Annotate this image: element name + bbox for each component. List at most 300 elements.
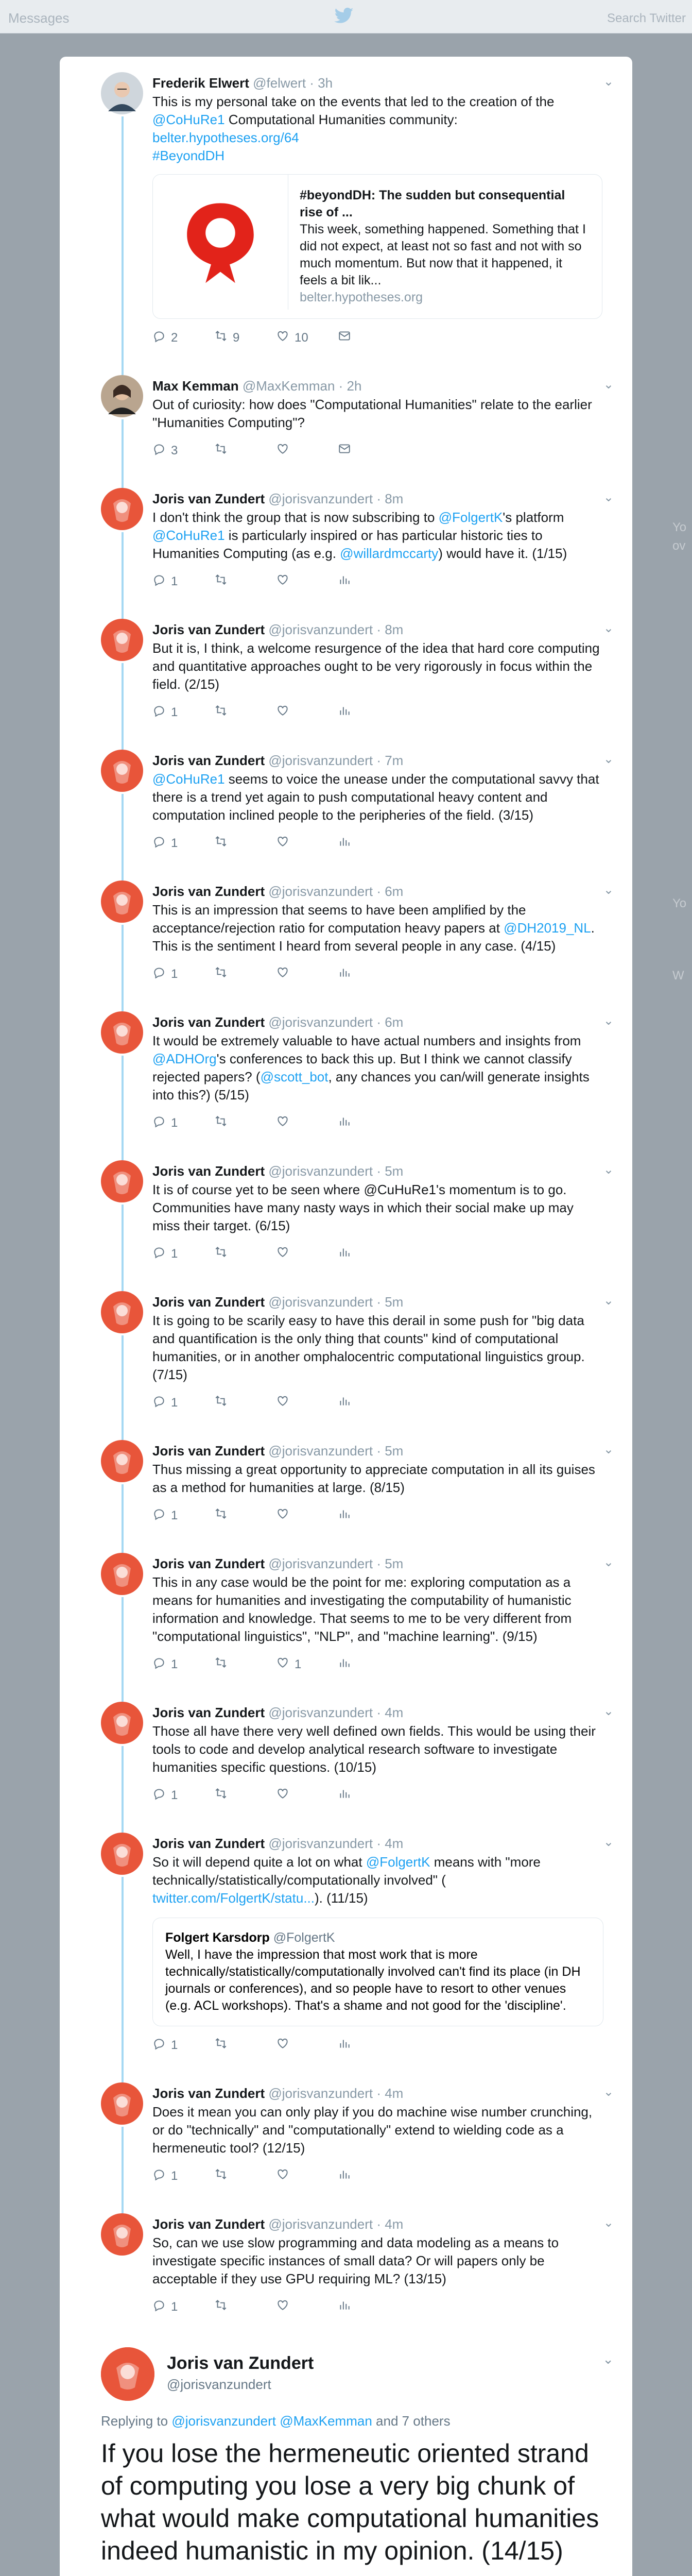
reply-icon bbox=[152, 2037, 166, 2054]
tweet-actions bbox=[152, 2167, 601, 2198]
like-button[interactable] bbox=[276, 1245, 338, 1262]
chevron-down-icon[interactable]: ⌄ bbox=[602, 2351, 614, 2367]
tweet-text bbox=[152, 770, 601, 824]
thread-connector bbox=[122, 1484, 124, 1537]
thread-connector bbox=[122, 1276, 124, 1291]
reply-button[interactable] bbox=[152, 329, 214, 346]
tweet-link[interactable]: @scott_bot bbox=[260, 1069, 328, 1084]
analytics-icon bbox=[338, 1245, 351, 1262]
retweet-icon bbox=[214, 2298, 228, 2315]
reply-icon bbox=[152, 1114, 166, 1131]
heart-icon bbox=[276, 573, 289, 590]
retweet-button[interactable] bbox=[214, 1507, 276, 1524]
quoted-author-name: Folgert Karsdorp bbox=[165, 1930, 270, 1945]
heart-icon bbox=[276, 965, 289, 982]
heart-icon bbox=[276, 1394, 289, 1411]
tweet-author-name[interactable]: Joris van Zundert bbox=[152, 1294, 265, 1310]
thread-container bbox=[60, 57, 632, 2329]
card-title: #beyondDH: The sudden but consequential rise of ... bbox=[300, 188, 565, 219]
direct-message-button[interactable] bbox=[338, 442, 400, 459]
reply-button[interactable] bbox=[152, 835, 214, 852]
retweet-button[interactable] bbox=[214, 2037, 276, 2054]
avatar[interactable] bbox=[101, 2082, 143, 2125]
tweet-author-name[interactable]: Joris van Zundert bbox=[152, 1705, 265, 1720]
thread-connector bbox=[122, 1597, 124, 1686]
retweet-button[interactable] bbox=[214, 1656, 276, 1673]
tweet-item[interactable] bbox=[60, 1817, 632, 2067]
tweet-actions bbox=[152, 1114, 601, 1145]
tweet-item[interactable] bbox=[60, 1686, 632, 1817]
tweet-time[interactable]: · 7m bbox=[376, 753, 404, 768]
thread-connector bbox=[122, 116, 124, 360]
tweet-time[interactable]: · 4m bbox=[376, 2216, 404, 2232]
replying-prefix: Replying to bbox=[101, 2413, 172, 2429]
tweet-author-name[interactable]: Joris van Zundert bbox=[152, 1014, 265, 1030]
focused-tweet bbox=[60, 2329, 632, 2576]
retweet-button[interactable] bbox=[214, 2167, 276, 2184]
tweet-text-part: , any chances you can/will generate insights into this?) (5/15) bbox=[152, 1069, 593, 1103]
twitter-bird-icon[interactable] bbox=[334, 7, 354, 27]
retweet-button[interactable] bbox=[214, 442, 276, 459]
avatar[interactable] bbox=[101, 2213, 143, 2256]
reply-button[interactable] bbox=[152, 965, 214, 982]
tweet-time[interactable]: · 8m bbox=[376, 491, 404, 506]
tweet-time[interactable]: · 4m bbox=[376, 1836, 404, 1851]
direct-message-button[interactable] bbox=[338, 329, 400, 346]
analytics-button[interactable] bbox=[338, 1787, 400, 1804]
tweet-text-part: So it will depend quite a lot on what bbox=[152, 1854, 366, 1870]
tweet-link[interactable]: @ADHOrg bbox=[152, 1051, 217, 1066]
reply-button[interactable] bbox=[152, 1394, 214, 1411]
tweet-link[interactable]: @FolgertK bbox=[438, 510, 503, 525]
reply-icon bbox=[152, 2298, 166, 2315]
tweet-author-handle[interactable]: @MaxKemman bbox=[238, 378, 339, 394]
analytics-button[interactable] bbox=[338, 1507, 400, 1524]
link-card[interactable] bbox=[152, 174, 602, 319]
chevron-down-icon[interactable]: ⌄ bbox=[603, 1555, 614, 1569]
background-fragment: Yo bbox=[672, 520, 687, 534]
tweet-text-part: It is going to be scarily easy to have this derail in some push for "big data and quantification is the only thing that counts" kind of computational humanities, or in another omphalocentric computational linguistics group. (7/15) bbox=[152, 1313, 589, 1382]
like-button[interactable] bbox=[276, 2298, 338, 2315]
thread-connector bbox=[122, 1145, 124, 1160]
tweet-author-handle[interactable]: @jorisvanzundert bbox=[265, 1836, 377, 1851]
retweet-button[interactable] bbox=[214, 573, 276, 590]
heart-icon bbox=[276, 704, 289, 721]
tweet-item[interactable] bbox=[60, 1425, 632, 1537]
tweet-author-handle[interactable]: @jorisvanzundert bbox=[265, 1556, 377, 1571]
tweet-text bbox=[152, 509, 601, 563]
tweet-header bbox=[152, 603, 601, 638]
avatar[interactable] bbox=[101, 1160, 143, 1202]
tweet-actions bbox=[152, 2298, 601, 2329]
tweet-author-name[interactable]: Joris van Zundert bbox=[152, 884, 265, 899]
tweet-time[interactable]: · 2h bbox=[338, 378, 362, 394]
avatar[interactable] bbox=[101, 1833, 143, 1875]
chevron-down-icon[interactable]: ⌄ bbox=[603, 490, 614, 504]
tweet-link[interactable]: twitter.com/FolgertK/statu... bbox=[152, 1890, 315, 1906]
tweet-actions bbox=[152, 1507, 601, 1537]
tweet-header bbox=[152, 1686, 601, 1721]
tweet-text-part: ) would have it. (1/15) bbox=[438, 546, 567, 561]
tweet-time[interactable]: · 4m bbox=[376, 2086, 404, 2101]
tweet-time[interactable]: · 3h bbox=[309, 75, 333, 91]
analytics-button[interactable] bbox=[338, 704, 400, 721]
chevron-down-icon[interactable]: ⌄ bbox=[603, 75, 614, 89]
tweet-item[interactable] bbox=[60, 57, 632, 360]
tweet-author-name[interactable]: Joris van Zundert bbox=[167, 2353, 314, 2373]
quoted-tweet-text: Well, I have the impression that most work that is more technically/statistically/computationally involved can't find its place (in DH journals or conferences), and so people have to resort to other venues (e.g. ACL workshops). That's a shame and not good for the 'discipline'. bbox=[165, 1947, 581, 2013]
reply-count: 1 bbox=[171, 574, 178, 588]
tweet-text-part: means with "more technically/statistically/computationally involved" ( bbox=[152, 1854, 545, 1888]
tweet-time[interactable]: · 5m bbox=[376, 1556, 404, 1571]
tweet-author-name[interactable]: Joris van Zundert bbox=[152, 1443, 265, 1459]
tweet-text-part: . This is the sentiment I heard from several people in any case. (4/15) bbox=[152, 920, 598, 954]
reply-button[interactable] bbox=[152, 2167, 214, 2184]
thread-connector bbox=[122, 360, 124, 375]
retweet-icon bbox=[214, 2037, 228, 2054]
reply-count: 2 bbox=[171, 330, 178, 345]
tweet-item[interactable] bbox=[60, 734, 632, 865]
retweet-button[interactable] bbox=[214, 1114, 276, 1131]
envelope-icon bbox=[338, 442, 351, 459]
tweet-author-name[interactable]: Joris van Zundert bbox=[152, 491, 265, 506]
search-twitter-field[interactable]: Search Twitter bbox=[607, 11, 686, 25]
avatar[interactable] bbox=[101, 1553, 143, 1595]
reply-count: 1 bbox=[171, 1395, 178, 1410]
avatar[interactable] bbox=[101, 2347, 154, 2401]
tweet-link[interactable]: @DH2019_NL bbox=[504, 920, 591, 936]
like-button[interactable] bbox=[276, 1656, 338, 1673]
tweet-author-handle[interactable]: @jorisvanzundert bbox=[265, 2086, 377, 2101]
quoted-author-handle: @FolgertK bbox=[273, 1930, 335, 1945]
analytics-button[interactable] bbox=[338, 1114, 400, 1131]
analytics-button[interactable] bbox=[338, 2037, 400, 2054]
tweet-author-handle[interactable]: @jorisvanzundert bbox=[265, 491, 377, 506]
reply-count: 3 bbox=[171, 443, 178, 457]
reply-count: 1 bbox=[171, 1246, 178, 1261]
reply-button[interactable] bbox=[152, 1507, 214, 1524]
tweet-item[interactable] bbox=[60, 1145, 632, 1276]
tweet-header bbox=[152, 57, 601, 92]
tweet-author-name[interactable]: Frederik Elwert bbox=[152, 75, 249, 91]
heart-icon bbox=[276, 2167, 289, 2184]
thread-connector bbox=[122, 734, 124, 750]
tweet-link[interactable]: belter.hypotheses.org/64 bbox=[152, 130, 299, 145]
like-button[interactable] bbox=[276, 329, 338, 346]
tweet-author-handle[interactable]: @jorisvanzundert bbox=[265, 1163, 377, 1179]
analytics-button[interactable] bbox=[338, 2167, 400, 2184]
messages-link[interactable]: Messages bbox=[8, 10, 70, 26]
reply-icon bbox=[152, 1394, 166, 1411]
tweet-text bbox=[152, 1181, 601, 1235]
retweet-icon bbox=[214, 2167, 228, 2184]
analytics-icon bbox=[338, 573, 351, 590]
reply-count: 1 bbox=[171, 2299, 178, 2314]
tweet-author-handle[interactable]: @jorisvanzundert bbox=[265, 1014, 377, 1030]
replying-to bbox=[101, 2413, 601, 2429]
tweet-text-part: 's conferences to back this up. But I think we cannot classify rejected papers? ( bbox=[152, 1051, 576, 1084]
tweet-author-name[interactable]: Joris van Zundert bbox=[152, 1163, 265, 1179]
top-nav-bar bbox=[0, 0, 692, 33]
tweet-header bbox=[152, 2067, 601, 2102]
analytics-icon bbox=[338, 2167, 351, 2184]
tweet-item[interactable] bbox=[60, 1276, 632, 1425]
like-button[interactable] bbox=[276, 2037, 338, 2054]
card-image bbox=[153, 175, 288, 310]
analytics-button[interactable] bbox=[338, 573, 400, 590]
tweet-link[interactable]: #BeyondDH bbox=[152, 148, 225, 163]
reply-count: 1 bbox=[171, 705, 178, 719]
retweet-icon bbox=[214, 442, 228, 459]
thread-connector bbox=[122, 925, 124, 996]
reply-icon bbox=[152, 442, 166, 459]
quoted-tweet[interactable] bbox=[152, 1918, 603, 2026]
retweet-button[interactable] bbox=[214, 1787, 276, 1804]
like-button[interactable] bbox=[276, 1114, 338, 1131]
tweet-header bbox=[152, 472, 601, 507]
tweet-author-handle[interactable]: @felwert bbox=[249, 75, 310, 91]
tweet-link[interactable]: @CoHuRe1 bbox=[152, 112, 225, 127]
retweet-button[interactable] bbox=[214, 965, 276, 982]
tweet-author-handle[interactable]: @jorisvanzundert bbox=[167, 2377, 271, 2392]
analytics-button[interactable] bbox=[338, 1394, 400, 1411]
tweet-text bbox=[152, 2234, 601, 2288]
tweet-actions bbox=[152, 2037, 601, 2067]
thread-connector bbox=[122, 1537, 124, 1553]
tweet-header bbox=[152, 1425, 601, 1460]
analytics-button[interactable] bbox=[338, 1656, 400, 1673]
chevron-down-icon[interactable]: ⌄ bbox=[603, 1704, 614, 1718]
avatar[interactable] bbox=[101, 1011, 143, 1054]
heart-icon bbox=[276, 1114, 289, 1131]
reply-count: 1 bbox=[171, 836, 178, 850]
tweet-actions bbox=[152, 573, 601, 603]
thread-connector bbox=[122, 663, 124, 734]
tweet-text bbox=[152, 93, 601, 165]
tweet-item[interactable] bbox=[60, 603, 632, 734]
avatar[interactable] bbox=[101, 72, 143, 114]
tweet-header bbox=[152, 360, 601, 395]
avatar[interactable] bbox=[101, 1702, 143, 1744]
like-count: 10 bbox=[295, 330, 308, 345]
thread-connector bbox=[122, 532, 124, 603]
avatar[interactable] bbox=[101, 619, 143, 661]
tweet-item[interactable] bbox=[60, 865, 632, 996]
chevron-down-icon[interactable]: ⌄ bbox=[603, 1443, 614, 1456]
like-button[interactable] bbox=[276, 573, 338, 590]
tweet-actions bbox=[152, 1656, 601, 1686]
tweet-author-handle[interactable]: @jorisvanzundert bbox=[265, 2216, 377, 2232]
retweet-button[interactable] bbox=[214, 704, 276, 721]
tweet-author-handle[interactable]: @jorisvanzundert bbox=[265, 1705, 377, 1720]
heart-icon bbox=[276, 1656, 289, 1673]
reply-button[interactable] bbox=[152, 1114, 214, 1131]
retweet-icon bbox=[214, 1114, 228, 1131]
reply-icon bbox=[152, 329, 166, 346]
tweet-author-handle[interactable]: @jorisvanzundert bbox=[265, 884, 377, 899]
tweet-item[interactable] bbox=[60, 2198, 632, 2329]
tweet-link[interactable]: @CoHuRe1 bbox=[152, 771, 225, 787]
tweet-author-handle[interactable]: @jorisvanzundert bbox=[265, 622, 377, 637]
chevron-down-icon[interactable]: ⌄ bbox=[603, 752, 614, 766]
tweet-link[interactable]: @CoHuRe1 bbox=[152, 528, 225, 543]
retweet-button[interactable] bbox=[214, 1394, 276, 1411]
thread-connector bbox=[122, 794, 124, 865]
like-button[interactable] bbox=[276, 1394, 338, 1411]
tweet-text-part: is particularly inspired or has particular historic ties to Humanities Computing (as e.g. bbox=[152, 528, 546, 561]
chevron-down-icon[interactable]: ⌄ bbox=[603, 1294, 614, 1308]
card-text bbox=[288, 175, 602, 318]
tweet-time[interactable]: · 8m bbox=[376, 622, 404, 637]
tweet-text: If you lose the hermeneutic oriented strand of computing you lose a very big chunk of what would make computational humanities indeed humanistic in my opinion. (14/15) bbox=[101, 2439, 599, 2565]
like-button[interactable] bbox=[276, 1507, 338, 1524]
avatar[interactable] bbox=[101, 880, 143, 923]
chevron-down-icon[interactable]: ⌄ bbox=[603, 621, 614, 635]
tweet-item[interactable] bbox=[60, 472, 632, 603]
reply-icon bbox=[152, 835, 166, 852]
tweet-text-part: It would be extremely valuable to have actual numbers and insights from bbox=[152, 1033, 585, 1048]
replying-links[interactable]: @jorisvanzundert @MaxKemman bbox=[171, 2413, 372, 2429]
like-button[interactable] bbox=[276, 965, 338, 982]
reply-button[interactable] bbox=[152, 1787, 214, 1804]
thread-connector bbox=[122, 996, 124, 1011]
tweet-text bbox=[152, 396, 601, 432]
tweet-text-part: Out of curiosity: how does "Computational Humanities" relate to the earlier "Humanities Computing"? bbox=[152, 397, 596, 430]
like-button[interactable] bbox=[276, 835, 338, 852]
tweet-author-name[interactable]: Joris van Zundert bbox=[152, 622, 265, 637]
tweet-author-handle[interactable]: @jorisvanzundert bbox=[265, 1294, 377, 1310]
heart-icon bbox=[276, 442, 289, 459]
analytics-icon bbox=[338, 1394, 351, 1411]
tweet-author-handle[interactable]: @jorisvanzundert bbox=[265, 753, 377, 768]
reply-button[interactable] bbox=[152, 1656, 214, 1673]
tweet-link[interactable]: @FolgertK bbox=[366, 1854, 430, 1870]
avatar[interactable] bbox=[101, 375, 143, 417]
reply-button[interactable] bbox=[152, 2298, 214, 2315]
retweet-button[interactable] bbox=[214, 329, 276, 346]
thread-connector bbox=[122, 2198, 124, 2213]
card-url: belter.hypotheses.org bbox=[300, 290, 423, 304]
heart-icon bbox=[276, 1787, 289, 1804]
tweet-time[interactable]: · 5m bbox=[376, 1443, 404, 1459]
tweet-author-name[interactable]: Joris van Zundert bbox=[152, 2086, 265, 2101]
analytics-button[interactable] bbox=[338, 965, 400, 982]
tweet-text-part: This is an impression that seems to have been amplified by the acceptance/rejection ratio for computation heavy papers at bbox=[152, 902, 530, 936]
chevron-down-icon[interactable]: ⌄ bbox=[603, 1163, 614, 1177]
tweet-actions bbox=[152, 1245, 601, 1276]
tweet-item[interactable] bbox=[60, 1537, 632, 1686]
thread-connector bbox=[122, 1746, 124, 1817]
tweet-item[interactable] bbox=[60, 2067, 632, 2198]
retweet-button[interactable] bbox=[214, 1245, 276, 1262]
tweet-actions bbox=[152, 329, 601, 360]
quoted-tweet-header bbox=[165, 1929, 591, 1946]
tweet-author-handle[interactable]: @jorisvanzundert bbox=[265, 1443, 377, 1459]
reply-button[interactable] bbox=[152, 704, 214, 721]
tweet-actions bbox=[152, 1787, 601, 1817]
reply-count: 1 bbox=[171, 1508, 178, 1522]
reply-icon bbox=[152, 1787, 166, 1804]
background-fragment: ov bbox=[672, 539, 686, 553]
tweet-header bbox=[152, 865, 601, 900]
chevron-down-icon[interactable]: ⌄ bbox=[603, 378, 614, 392]
thread-connector bbox=[122, 472, 124, 488]
thread-connector bbox=[122, 1205, 124, 1276]
chevron-down-icon[interactable]: ⌄ bbox=[603, 1014, 614, 1028]
tweet-actions bbox=[152, 965, 601, 996]
like-button[interactable] bbox=[276, 2167, 338, 2184]
tweet-text-part: Thus missing a great opportunity to appreciate computation in all its guises as a method for humanities at large. (8/15) bbox=[152, 1462, 599, 1495]
reply-icon bbox=[152, 1656, 166, 1673]
card-description: This week, something happened. Something that I did not expect, at least not so fast and not with so much momentum. But now that it happened, it feels a bit lik... bbox=[300, 222, 586, 287]
tweet-text bbox=[152, 639, 601, 693]
tweet-author-name[interactable]: Joris van Zundert bbox=[152, 2216, 265, 2232]
analytics-button[interactable] bbox=[338, 2298, 400, 2315]
chevron-down-icon[interactable]: ⌄ bbox=[603, 2216, 614, 2230]
reply-button[interactable] bbox=[152, 2037, 214, 2054]
tweet-item[interactable] bbox=[60, 360, 632, 472]
reply-button[interactable] bbox=[152, 573, 214, 590]
analytics-icon bbox=[338, 2037, 351, 2054]
reply-icon bbox=[152, 2167, 166, 2184]
retweet-button[interactable] bbox=[214, 2298, 276, 2315]
tweet-author-name[interactable]: Joris van Zundert bbox=[152, 1556, 265, 1571]
tweet-text-part: It is of course yet to be seen where @CuHuRe1's momentum is to go. Communities have many nasty ways in which their social make up may miss their target. (6/15) bbox=[152, 1182, 578, 1233]
retweet-button[interactable] bbox=[214, 835, 276, 852]
analytics-button[interactable] bbox=[338, 835, 400, 852]
tweet-author-name[interactable]: Max Kemman bbox=[152, 378, 239, 394]
tweet-text bbox=[152, 1032, 601, 1104]
heart-icon bbox=[276, 835, 289, 852]
tweet-time[interactable]: · 6m bbox=[376, 884, 404, 899]
thread-connector bbox=[122, 419, 124, 472]
analytics-icon bbox=[338, 1507, 351, 1524]
tweet-link[interactable]: @willardmccarty bbox=[340, 546, 439, 561]
tweet-time[interactable]: · 5m bbox=[376, 1163, 404, 1179]
tweet-time[interactable]: · 4m bbox=[376, 1705, 404, 1720]
chevron-down-icon[interactable]: ⌄ bbox=[603, 883, 614, 897]
chevron-down-icon[interactable]: ⌄ bbox=[603, 1835, 614, 1849]
thread-connector bbox=[122, 1056, 124, 1145]
tweet-author-name[interactable]: Joris van Zundert bbox=[152, 753, 265, 768]
avatar[interactable] bbox=[101, 488, 143, 530]
analytics-button[interactable] bbox=[338, 1245, 400, 1262]
retweet-count: 9 bbox=[233, 330, 240, 345]
analytics-icon bbox=[338, 1114, 351, 1131]
tweet-text bbox=[152, 1312, 601, 1384]
tweet-header bbox=[152, 2198, 601, 2233]
reply-button[interactable] bbox=[152, 1245, 214, 1262]
chevron-down-icon[interactable]: ⌄ bbox=[603, 2085, 614, 2099]
retweet-icon bbox=[214, 704, 228, 721]
like-button[interactable] bbox=[276, 442, 338, 459]
avatar[interactable] bbox=[101, 750, 143, 792]
tweet-time[interactable]: · 5m bbox=[376, 1294, 404, 1310]
tweet-text-part: This in any case would be the point for me: exploring computation as a means for humanities and investigating the computability of humanistic information and knowledge. That seems to me to be very different from "computational linguistics", "NLP", and "machine learning". (9/15) bbox=[152, 1574, 576, 1644]
like-button[interactable] bbox=[276, 704, 338, 721]
tweet-item[interactable] bbox=[60, 996, 632, 1145]
reply-button[interactable] bbox=[152, 442, 214, 459]
avatar[interactable] bbox=[101, 1291, 143, 1333]
thread-connector bbox=[122, 1686, 124, 1702]
tweet-author-name[interactable]: Joris van Zundert bbox=[152, 1836, 265, 1851]
like-button[interactable] bbox=[276, 1787, 338, 1804]
tweet-text-part: seems to voice the unease under the computational savvy that there is a trend yet again to push computational heavy content and computation inclined people to the peripheries of the field. (3/15) bbox=[152, 771, 603, 823]
reply-icon bbox=[152, 1507, 166, 1524]
avatar[interactable] bbox=[101, 1440, 143, 1482]
tweet-time[interactable]: · 6m bbox=[376, 1014, 404, 1030]
tweet-text bbox=[152, 1461, 601, 1497]
